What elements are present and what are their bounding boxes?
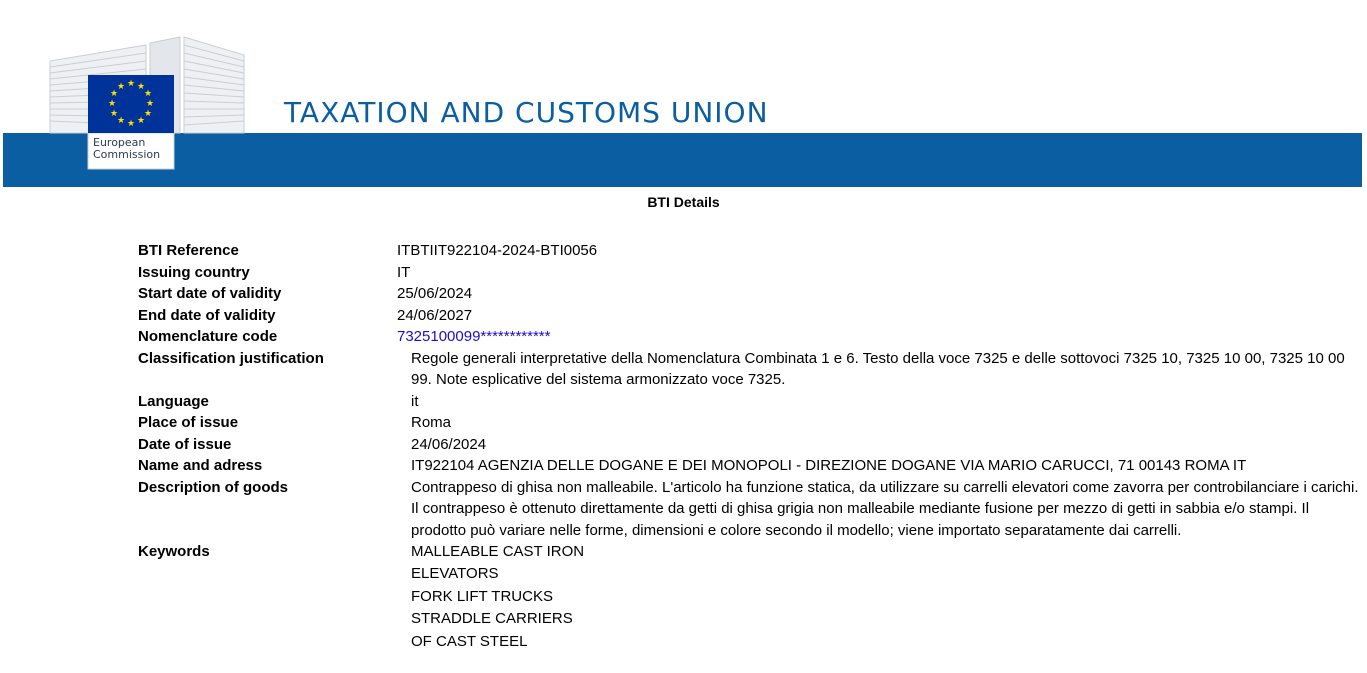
site-banner — [0, 0, 1367, 190]
svg-text:★: ★ — [109, 109, 119, 119]
svg-text:★: ★ — [145, 99, 155, 109]
label-language: Language — [138, 392, 209, 410]
keyword-item: MALLEABLE CAST IRON — [411, 543, 585, 560]
label-end-date: End date of validity — [138, 306, 276, 324]
row-issuing-country — [138, 262, 1362, 284]
svg-text:★: ★ — [136, 116, 146, 126]
svg-text:★: ★ — [107, 99, 117, 109]
svg-text:★: ★ — [126, 119, 136, 129]
svg-text:★: ★ — [136, 82, 146, 92]
value-date-of-issue: 24/06/2024 — [411, 435, 487, 453]
nomenclature-code-link[interactable]: 7325100099************ — [397, 328, 551, 345]
label-description-of-goods: Description of goods — [138, 478, 288, 496]
label-classification-justification: Classification justification — [138, 349, 324, 367]
svg-text:★: ★ — [143, 89, 153, 99]
label-start-date: Start date of validity — [138, 285, 282, 302]
value-keywords — [397, 541, 1362, 653]
row-name-and-address — [138, 455, 1362, 477]
keywords-list — [411, 541, 1362, 653]
keyword-item: OF CAST STEEL — [411, 632, 528, 650]
row-place-of-issue — [138, 412, 1362, 434]
site-title: TAXATION AND CUSTOMS UNION — [284, 96, 769, 129]
ec-logo-text-line1: European — [93, 136, 146, 149]
value-end-date: 24/06/2027 — [397, 306, 473, 324]
keyword-item: ELEVATORS — [411, 565, 499, 583]
svg-text:★: ★ — [143, 109, 153, 119]
label-name-and-address: Name and adress — [138, 457, 263, 474]
row-bti-reference — [138, 240, 1362, 262]
value-description-of-goods: Contrappeso di ghisa non malleabile. L'articolo ha funzione statica, da utilizzare su carrelli elevatori come zavorra per controbilanciare i carichi. Il contrappeso è ottenuto direttamente da getti di ghisa grigia non malleabile mediante fusione per mezzo di getti in sabbia e/o stampi. Il prodotto può variare nelle forme, dimensioni e colore secondo il modello; viene importato separatamente dai carrelli. — [411, 478, 1359, 539]
row-date-of-issue — [138, 434, 1362, 456]
row-description-of-goods — [138, 477, 1362, 542]
bti-details-table — [138, 240, 1362, 653]
svg-text:★: ★ — [109, 89, 119, 99]
row-keywords — [138, 541, 1362, 653]
label-bti-reference: BTI Reference — [138, 242, 239, 259]
ec-logo-text — [93, 137, 160, 161]
row-start-date — [138, 283, 1362, 305]
label-date-of-issue: Date of issue — [138, 435, 232, 453]
label-issuing-country: Issuing country — [138, 263, 250, 281]
label-nomenclature-code: Nomenclature code — [138, 328, 278, 345]
row-nomenclature-code — [138, 326, 1362, 348]
page-title: BTI Details — [647, 194, 720, 210]
row-language — [138, 391, 1362, 413]
ec-logo-text-line2: Commission — [93, 148, 161, 161]
svg-text:★: ★ — [116, 116, 126, 126]
value-start-date: 25/06/2024 — [397, 285, 473, 302]
svg-text:★: ★ — [116, 82, 126, 92]
svg-text:★: ★ — [126, 79, 136, 89]
value-bti-reference: ITBTIIT922104-2024-BTI0056 — [397, 242, 598, 259]
value-place-of-issue: Roma — [411, 414, 452, 431]
row-end-date — [138, 305, 1362, 327]
label-keywords: Keywords — [138, 543, 210, 560]
value-language: it — [411, 392, 419, 410]
keyword-item: STRADDLE CARRIERS — [411, 610, 573, 628]
value-nomenclature-code — [397, 326, 1362, 348]
row-classification-justification — [138, 348, 1362, 391]
value-classification-justification: Regole generali interpretative della Nomenclatura Combinata 1 e 6. Testo della voce 7325 e delle sottovoci 7325 10, 7325 10 00, 7325 10 00 99. Note esplicative del sistema armonizzato voce 7325. — [411, 349, 1345, 388]
value-issuing-country: IT — [397, 263, 411, 281]
label-place-of-issue: Place of issue — [138, 414, 239, 431]
keyword-item: FORK LIFT TRUCKS — [411, 587, 553, 605]
value-name-and-address: IT922104 AGENZIA DELLE DOGANE E DEI MONOPOLI - DIREZIONE DOGANE VIA MARIO CARUCCI, 71 00143 ROMA IT — [411, 457, 1247, 474]
